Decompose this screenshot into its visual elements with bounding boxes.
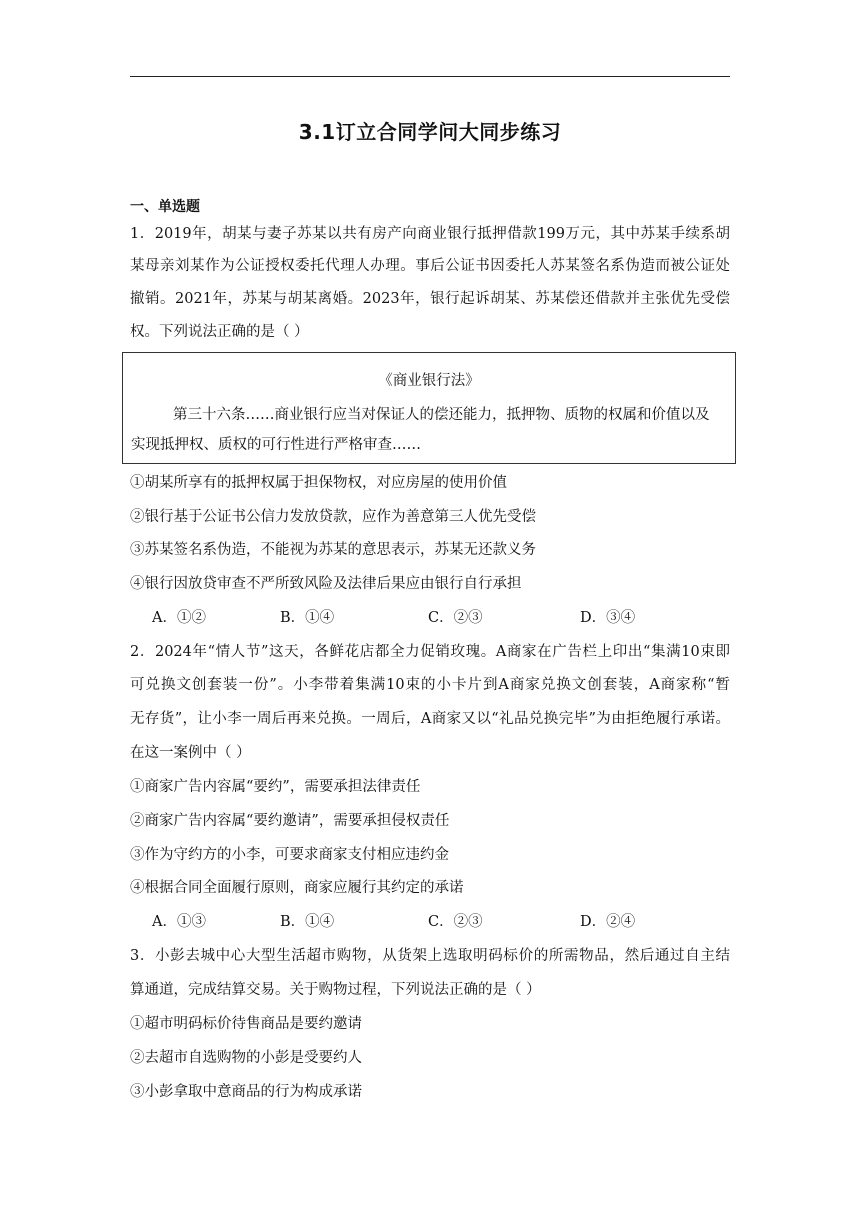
quote-line: 实现抵押权、质权的可行性进行严格审查……	[131, 437, 421, 453]
q1-stem-line: 1．2019年，胡某与妻子苏某以共有房产向商业银行抵押借款199万元，其中苏某手续系胡	[130, 226, 730, 242]
q2-stem-line: 在这一案例中（ ）	[130, 745, 251, 761]
q3-stem-line: 3．小彭去城中心大型生活超市购物，从货架上选取明码标价的所需物品，然后通过自主结	[130, 948, 730, 964]
q2-stem-line: 无存货”，让小李一周后再来兑换。一周后，A商家又以“礼品兑换完毕”为由拒绝履行承诺。	[130, 711, 730, 727]
q1-statement: ④银行因放贷审查不严所致风险及法律后果应由银行自行承担	[130, 576, 522, 592]
q2-statement: ①商家广告内容属“要约”，需要承担法律责任	[130, 779, 421, 795]
q1-statement: ①胡某所享有的抵押权属于担保物权，对应房屋的使用价值	[130, 475, 507, 491]
q2-stem-line: 可兑换文创套装一份”。小李带着集满10束的小卡片到A商家兑换文创套装，A商家称“暂	[130, 677, 730, 693]
q3-statement: ③小彭拿取中意商品的行为构成承诺	[130, 1084, 362, 1100]
q2-statement: ④根据合同全面履行原则，商家应履行其约定的承诺	[130, 880, 464, 896]
header-rule	[130, 76, 730, 77]
q3-statement: ①超市明码标价待售商品是要约邀请	[130, 1016, 362, 1032]
option-b[interactable]: B．①④	[280, 914, 335, 930]
q3-statement: ②去超市自选购物的小彭是受要约人	[130, 1050, 362, 1066]
q2-statement: ③作为守约方的小李，可要求商家支付相应违约金	[130, 847, 449, 863]
page-title: 3.1订立合同学问大同步练习	[298, 120, 562, 144]
section-heading: 一、单选题	[130, 199, 200, 215]
law-quote-box	[122, 352, 736, 464]
q1-stem-line: 某母亲刘某作为公证授权委托代理人办理。事后公证书因委托人苏某签名系伪造而被公证处	[130, 258, 730, 274]
q2-stem-line: 2．2024年“情人节”这天，各鲜花店都全力促销玫瑰。A商家在广告栏上印出“集满10束即	[130, 644, 730, 660]
option-d[interactable]: D．②④	[580, 914, 636, 930]
quote-line: 第三十六条……商业银行应当对保证人的偿还能力，抵押物、质物的权属和价值以及	[173, 407, 710, 423]
option-a[interactable]: A．①②	[152, 610, 206, 626]
option-c[interactable]: C．②③	[428, 914, 483, 930]
q1-stem-line: 撤销。2021年，苏某与胡某离婚。2023年，银行起诉胡某、苏某偿还借款并主张优先受偿	[130, 291, 730, 307]
q2-statement: ②商家广告内容属“要约邀请”，需要承担侵权责任	[130, 813, 450, 829]
q3-stem-line: 算通道，完成结算交易。关于购物过程，下列说法正确的是（ ）	[130, 982, 541, 998]
option-d[interactable]: D．③④	[580, 610, 636, 626]
q1-statement: ③苏某签名系伪造，不能视为苏某的意思表示，苏某无还款义务	[130, 542, 536, 558]
option-a[interactable]: A．①③	[152, 914, 206, 930]
q1-stem-line: 权。下列说法正确的是（ ）	[130, 324, 309, 340]
option-b[interactable]: B．①④	[280, 610, 335, 626]
quote-title: 《商业银行法》	[378, 373, 480, 389]
q1-statement: ②银行基于公证书公信力发放贷款，应作为善意第三人优先受偿	[130, 509, 536, 525]
option-c[interactable]: C．②③	[428, 610, 483, 626]
